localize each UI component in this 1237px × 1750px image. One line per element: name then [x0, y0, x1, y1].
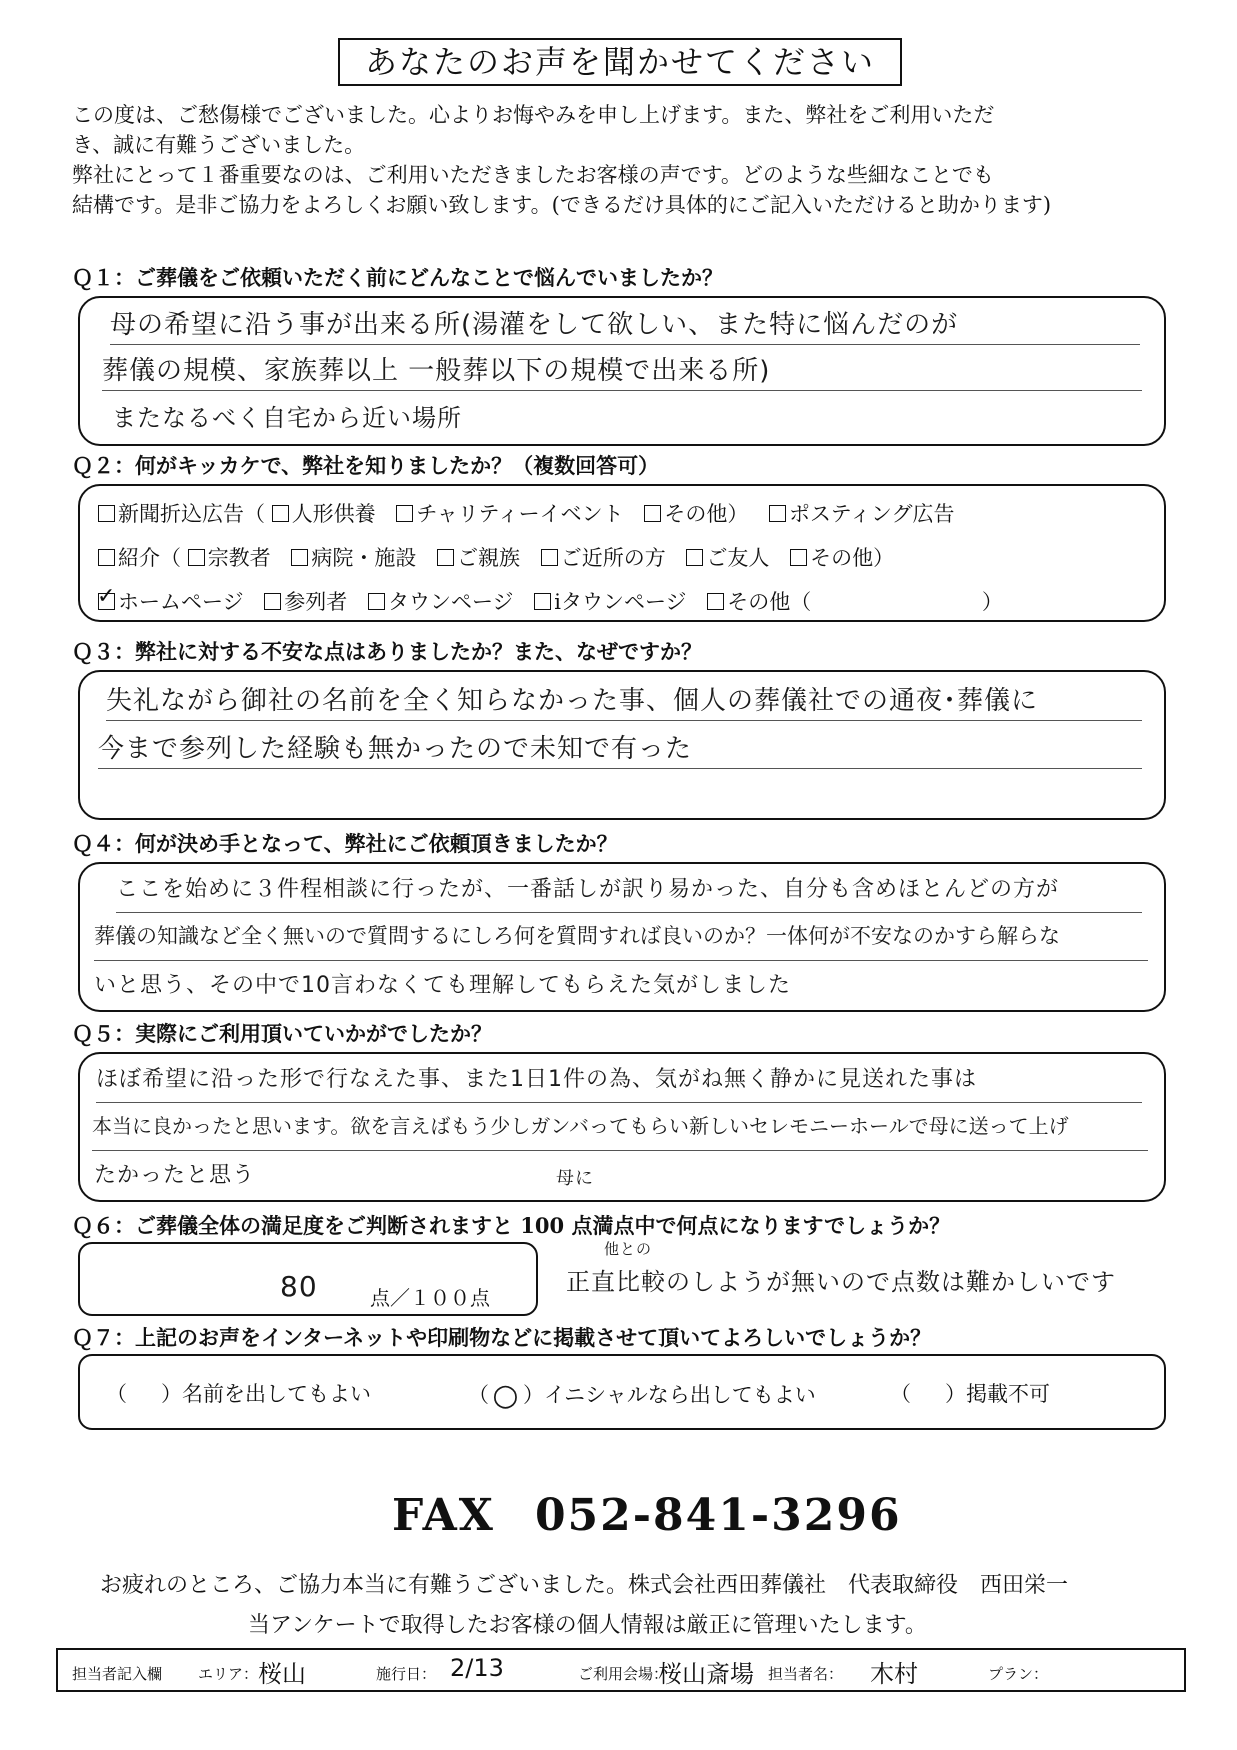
checkbox[interactable] [396, 505, 413, 522]
intro-line: 結構です。是非ご協力をよろしくお願い致します。(できるだけ具体的にご記入いただけると助かります) [72, 193, 1052, 217]
staff-section-label: 担当者記入欄 [72, 1665, 163, 1683]
q5-answer-line: 本当に良かったと思います。欲を言えばもう少しガンバってもらい新しいセレモニーホールで母に送って上げ [92, 1110, 1148, 1151]
fax-line [392, 1490, 902, 1541]
q4-answer-line: ここを始めに３件程相談に行ったが、一番話しが訳り易かった、自分も含めほとんどの方が [116, 872, 1142, 913]
q2-option-relatives[interactable]: ご親族 [437, 546, 520, 570]
closing-text: お疲れのところ、ご協力本当に有難うございました。株式会社西田葬儀社 代表取締役 西田栄一 [100, 1573, 1069, 1598]
q2-option-doll[interactable]: 人形供養 [272, 502, 376, 526]
checkbox[interactable] [644, 505, 661, 522]
staff-name-value[interactable]: 木村 [870, 1660, 918, 1688]
fax-number: 052-841-3296 [534, 1490, 902, 1541]
checkbox[interactable] [769, 505, 786, 522]
q7-options-box [78, 1354, 1166, 1430]
q7-option-name-label: ）名前を出してもよい [161, 1382, 371, 1406]
q7-option-initials-label: ）イニシャルなら出してもよい [523, 1383, 816, 1407]
q6-score-box[interactable] [78, 1242, 538, 1316]
checkbox[interactable] [707, 593, 724, 610]
area-value[interactable]: 桜山 [258, 1660, 306, 1688]
q2-options-row [98, 586, 1017, 616]
checkbox[interactable] [291, 549, 308, 566]
venue-label: ご利用会場： [578, 1665, 669, 1683]
q2-option-other1[interactable]: その他） [644, 502, 748, 526]
q3-answer-line: 今まで参列した経験も無かったので未知で有った [98, 728, 1142, 769]
page-title: あなたのお声を聞かせてください [338, 38, 902, 86]
q2-option-referral[interactable]: 紹介（ [98, 546, 181, 570]
q2-options-row [98, 542, 908, 572]
checkbox[interactable] [98, 549, 115, 566]
q4-label: Ｑ４：何が決め手となって、弊社にご依頼頂きましたか？ [72, 831, 618, 856]
area-label: エリア： [198, 1665, 259, 1683]
q7-label: Ｑ７：上記のお声をインターネットや印刷物などに掲載させて頂いてよろしいでしょうか？ [72, 1325, 932, 1350]
q6-score-suffix: 点／１００点 [370, 1286, 490, 1310]
q5-answer-line: たかったと思う [94, 1163, 256, 1188]
q2-option-townpage[interactable]: タウンページ [368, 590, 514, 614]
q1-label: Ｑ１：ご葬儀をご依頼いただく前にどんなことで悩んでいましたか？ [72, 265, 723, 290]
q2-option-hospital[interactable]: 病院・施設 [291, 546, 416, 570]
venue-value[interactable]: 桜山斎場 [658, 1660, 754, 1688]
checkbox[interactable] [368, 593, 385, 610]
q2-option-posting[interactable]: ポスティング広告 [769, 502, 954, 526]
q2-option-clergy[interactable]: 宗教者 [188, 546, 271, 570]
q1-answer-line: 母の希望に沿う事が出来る所(湯灌をして欲しい、また特に悩んだのが [110, 304, 1140, 345]
intro-text [72, 100, 1172, 220]
q6-comment: 正直比較のしようが無いので点数は難かしいです [566, 1268, 1116, 1296]
checkbox[interactable] [686, 549, 703, 566]
checkbox[interactable] [188, 549, 205, 566]
q3-answer-line: 失礼ながら御社の名前を全く知らなかった事、個人の葬儀社での通夜･葬儀に [106, 680, 1142, 721]
q2-label: Ｑ２：何がキッカケで、弊社を知りましたか？（複数回答可） [72, 453, 660, 478]
intro-line: この度は、ご愁傷様でございました。心よりお悔やみを申し上げます。また、弊社をご利用いただ [72, 103, 995, 127]
intro-line: き、誠に有難うございました。 [72, 133, 366, 157]
checkbox[interactable] [790, 549, 807, 566]
q2-option-friends[interactable]: ご友人 [686, 546, 769, 570]
q3-label: Ｑ３：弊社に対する不安な点はありましたか？また、なぜですか？ [72, 639, 702, 664]
checkbox[interactable] [541, 549, 558, 566]
q7-option-name[interactable] [106, 1378, 371, 1408]
q2-option-neighbors[interactable]: ご近所の方 [541, 546, 666, 570]
q2-option-attendee[interactable]: 参列者 [264, 590, 347, 614]
q1-answer-box[interactable] [78, 296, 1166, 446]
q5-label: Ｑ５：実際にご利用頂いていかがでしたか？ [72, 1021, 492, 1046]
date-value[interactable]: 2/13 [450, 1654, 504, 1682]
open-paren: （ [106, 1382, 127, 1406]
q3-answer-box[interactable] [78, 670, 1166, 820]
staff-fill-in-bar [56, 1648, 1186, 1692]
q7-option-not-allowed-label: ）掲載不可 [945, 1382, 1050, 1406]
q1-answer-line: 葬儀の規模、家族葬以上 一般葬以下の規模で出来る所) [102, 350, 1142, 391]
checkbox[interactable] [98, 505, 115, 522]
q7-option-not-allowed[interactable] [890, 1378, 1050, 1408]
q2-option-itownpage[interactable]: iタウンページ [534, 590, 686, 614]
q5-insert-note: 母に [556, 1168, 594, 1189]
checkbox[interactable] [437, 549, 454, 566]
q6-comment-note: 他との [604, 1240, 653, 1258]
fax-label: FAX [392, 1490, 495, 1541]
date-label: 施行日： [376, 1665, 437, 1683]
q4-answer-line: 葬儀の知識など全く無いので質問するにしろ何を質問すれば良いのか？一体何が不安なのかすら解らな [94, 920, 1148, 961]
q2-option-other2[interactable]: その他） [790, 546, 894, 570]
q2-options-row [98, 498, 969, 528]
checkbox[interactable] [272, 505, 289, 522]
selected-circle-mark: ○ [492, 1378, 520, 1413]
q5-answer-box[interactable] [78, 1052, 1166, 1202]
q4-answer-line: いと思う、その中で10言わなくても理解してもらえた気がしました [94, 973, 791, 998]
q6-label: Ｑ６：ご葬儀全体の満足度をご判断されますと 100 点満点中で何点になりますでしょうか？ [72, 1213, 951, 1238]
q2-option-charity[interactable]: チャリティーイベント [396, 502, 623, 526]
q2-option-other3[interactable]: その他（ [707, 590, 811, 614]
checkbox[interactable] [534, 593, 551, 610]
intro-line: 弊社にとって１番重要なのは、ご利用いただきましたお客様の声です。どのような些細なことでも [72, 163, 994, 187]
open-paren: （ [890, 1382, 911, 1406]
checkbox-checked[interactable] [98, 593, 115, 610]
q6-score-value: 80 [280, 1270, 318, 1303]
q2-option-newspaper[interactable]: 新聞折込広告（ [98, 502, 265, 526]
q5-answer-line: ほぼ希望に沿った形で行なえた事、また1日1件の為、気がね無く静かに見送れた事は [96, 1062, 1142, 1103]
q4-answer-box[interactable] [78, 862, 1166, 1012]
q1-answer-line: またなるべく自宅から近い場所 [112, 404, 462, 432]
checkbox[interactable] [264, 593, 281, 610]
open-paren: （ [468, 1383, 489, 1407]
q2-option-homepage[interactable]: ✓ホームページ [98, 590, 244, 614]
privacy-text: 当アンケートで取得したお客様の個人情報は厳正に管理いたします。 [248, 1613, 927, 1638]
q2-option-other3-close: ） [981, 590, 1003, 614]
plan-label: プラン： [988, 1665, 1049, 1683]
staff-name-label: 担当者名： [768, 1665, 844, 1683]
q7-option-initials[interactable] [468, 1378, 816, 1413]
